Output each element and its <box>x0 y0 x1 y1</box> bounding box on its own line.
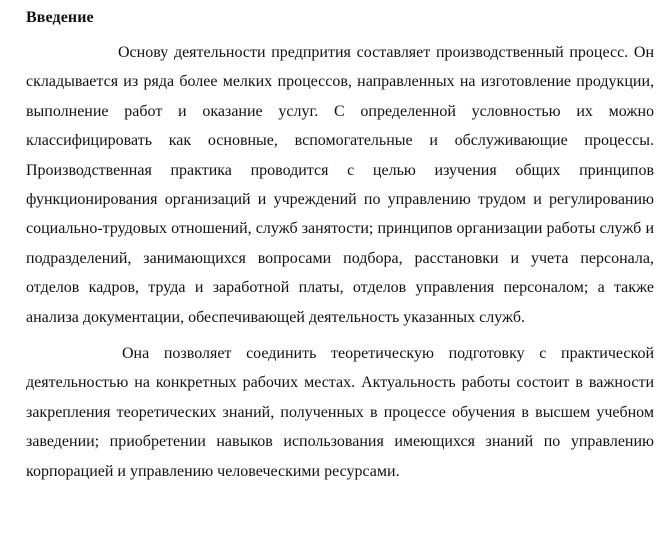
paragraph-1: Основу деятельности предпрития составляет производственный процесс. Он складывается из ряда более мелких процессов, направленных на изготовление продукции, выполнение работ и оказание услуг. С определенной условностью их можно классифицировать как основные, вспомогательные и обслуживающие процессы. Производственная практика проводится с целью изучения общих принципов функционирования организаций и учреждений по управлению трудом и регулированию социально-трудовых отношений, служб занятости; принципов организации работы служб и подразделений, занимающихся вопросами подбора, расстановки и учета персонала, отделов кадров, труда и заработной платы, отделов управления персоналом; а также анализа документации, обеспечивающей деятельность указанных служб. <box>26 44 654 326</box>
section-heading: Введение <box>26 9 94 26</box>
paragraph-2: Она позволяет соединить теоретическую подготовку с практической деятельностью на конкретных рабочих местах. Актуальность работы состоит в важности закрепления теоретических знаний, полученных в процессе обучения в высшем учебном заведении; приобретении навыков использования имеющихся знаний по управлению корпорацией и управлению человеческими ресурсами. <box>26 345 654 480</box>
